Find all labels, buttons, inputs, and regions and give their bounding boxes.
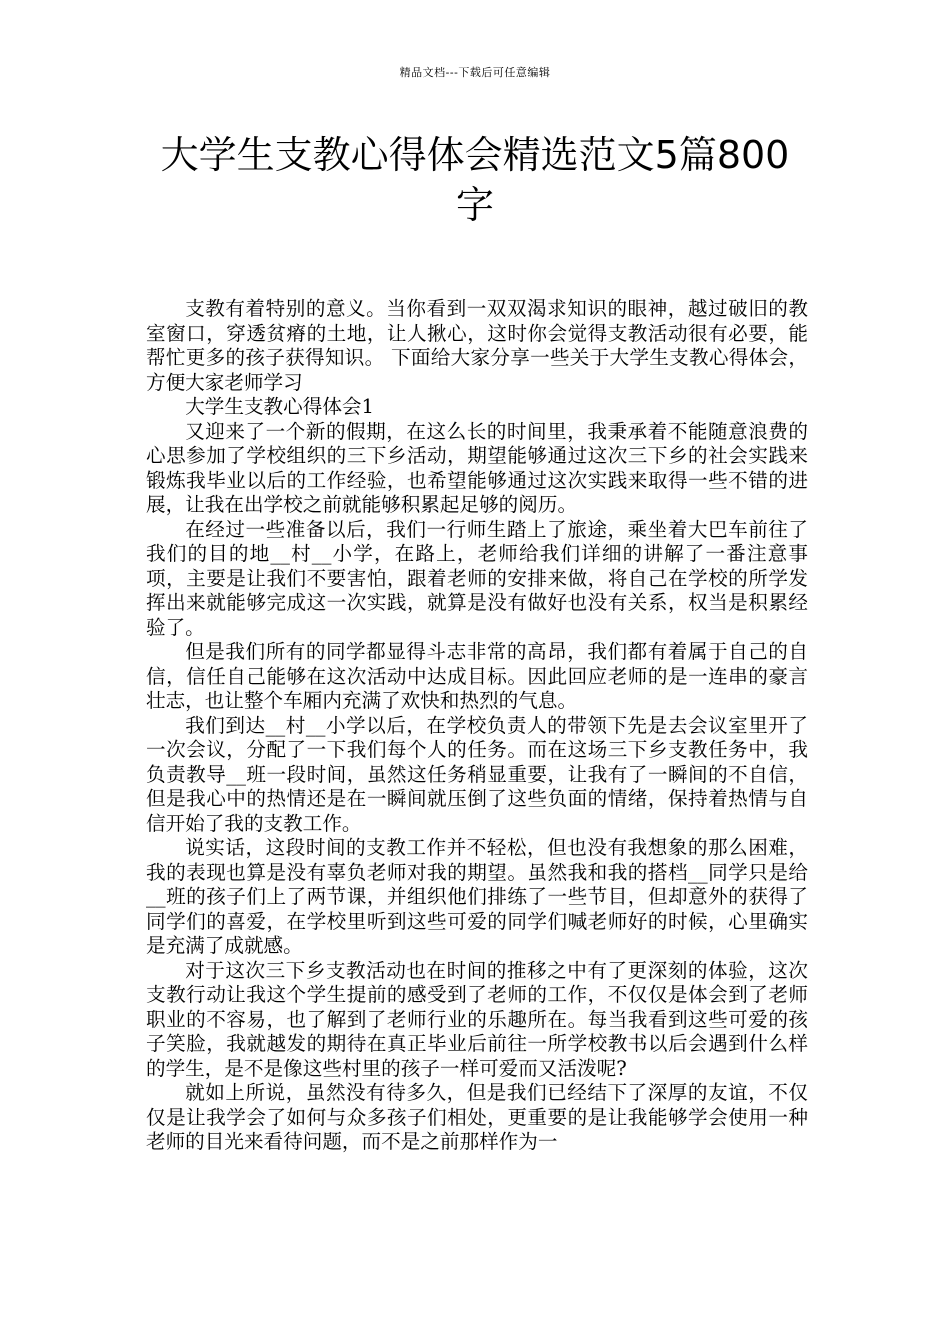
body-paragraph: 但是我们所有的同学都显得斗志非常的高昂，我们都有着属于自己的自信，信任自己能够在这次活动中达成目标。因此回应老师的是一连串的豪言壮志，也让整个车厢内充满了欢快和热烈的气息。 (146, 640, 808, 712)
body-paragraph: 对于这次三下乡支教活动也在时间的推移之中有了更深刻的体验，这次支教行动让我这个学生提前的感受到了老师的工作，不仅仅是体会到了老师职业的不容易，也了解到了老师行业的乐趣所在。每当我看到这些可爱的孩子笑脸，我就越发的期待在真正毕业后前往一所学校教书以后会遇到什么样的学生，是不是像这些村里的孩子一样可爱而又活泼呢? (146, 958, 808, 1080)
body-paragraph: 又迎来了一个新的假期，在这么长的时间里，我秉承着不能随意浪费的心思参加了学校组织的三下乡活动，期望能够通过这次三下乡的社会实践来锻炼我毕业以后的工作经验，也希望能够通过这次实践来取得一些不错的进展，让我在出学校之前就能够积累起足够的阅历。 (146, 419, 808, 516)
body-paragraph: 说实话，这段时间的支教工作并不轻松，但也没有我想象的那么困难，我的表现也算是没有辜负老师对我的期望。虽然我和我的搭档__同学只是给__班的孩子们上了两节课，并组织他们排练了一些节目，但却意外的获得了同学们的喜爱，在学校里听到这些可爱的同学们喊老师好的时候，心里确实是充满了成就感。 (146, 836, 808, 957)
intro-paragraph: 支教有着特别的意义。当你看到一双双渴求知识的眼神，越过破旧的教室窗口，穿透贫瘠的土地，让人揪心，这时你会觉得支教活动很有必要，能帮忙更多的孩子获得知识。 下面给大家分享一些关于大学生支教心得体会，方便大家老师学习 (146, 297, 808, 394)
header-note: 精品文档---下载后可任意编辑 (399, 66, 551, 79)
body-paragraph: 我们到达__村__小学以后，在学校负责人的带领下先是去会议室里开了一次会议，分配了一下我们每个人的任务。而在这场三下乡支教任务中，我负责教导__班一段时间，虽然这任务稍显重要，让我有了一瞬间的不自信，但是我心中的热情还是在一瞬间就压倒了这些负面的情绪，保持着热情与自信开始了我的支教工作。 (146, 713, 808, 835)
section-heading: 大学生支教心得体会1 (185, 395, 374, 418)
document-title: 大学生支教心得体会精选范文5篇800字 (160, 133, 790, 227)
body-paragraph: 在经过一些准备以后，我们一行师生踏上了旅途，乘坐着大巴车前往了我们的目的地__村__小学，在路上，老师给我们详细的讲解了一番注意事项，主要是让我们不要害怕，跟着老师的安排来做，将自己在学校的所学发挥出来就能够完成这一次实践，就算是没有做好也没有关系，权当是积累经验了。 (146, 517, 808, 639)
document-body (146, 297, 808, 1155)
body-paragraph: 就如上所说，虽然没有待多久，但是我们已经结下了深厚的友谊，不仅仅是让我学会了如何与众多孩子们相处，更重要的是让我能够学会使用一种老师的目光来看待问题，而不是之前那样作为一 (146, 1081, 808, 1153)
